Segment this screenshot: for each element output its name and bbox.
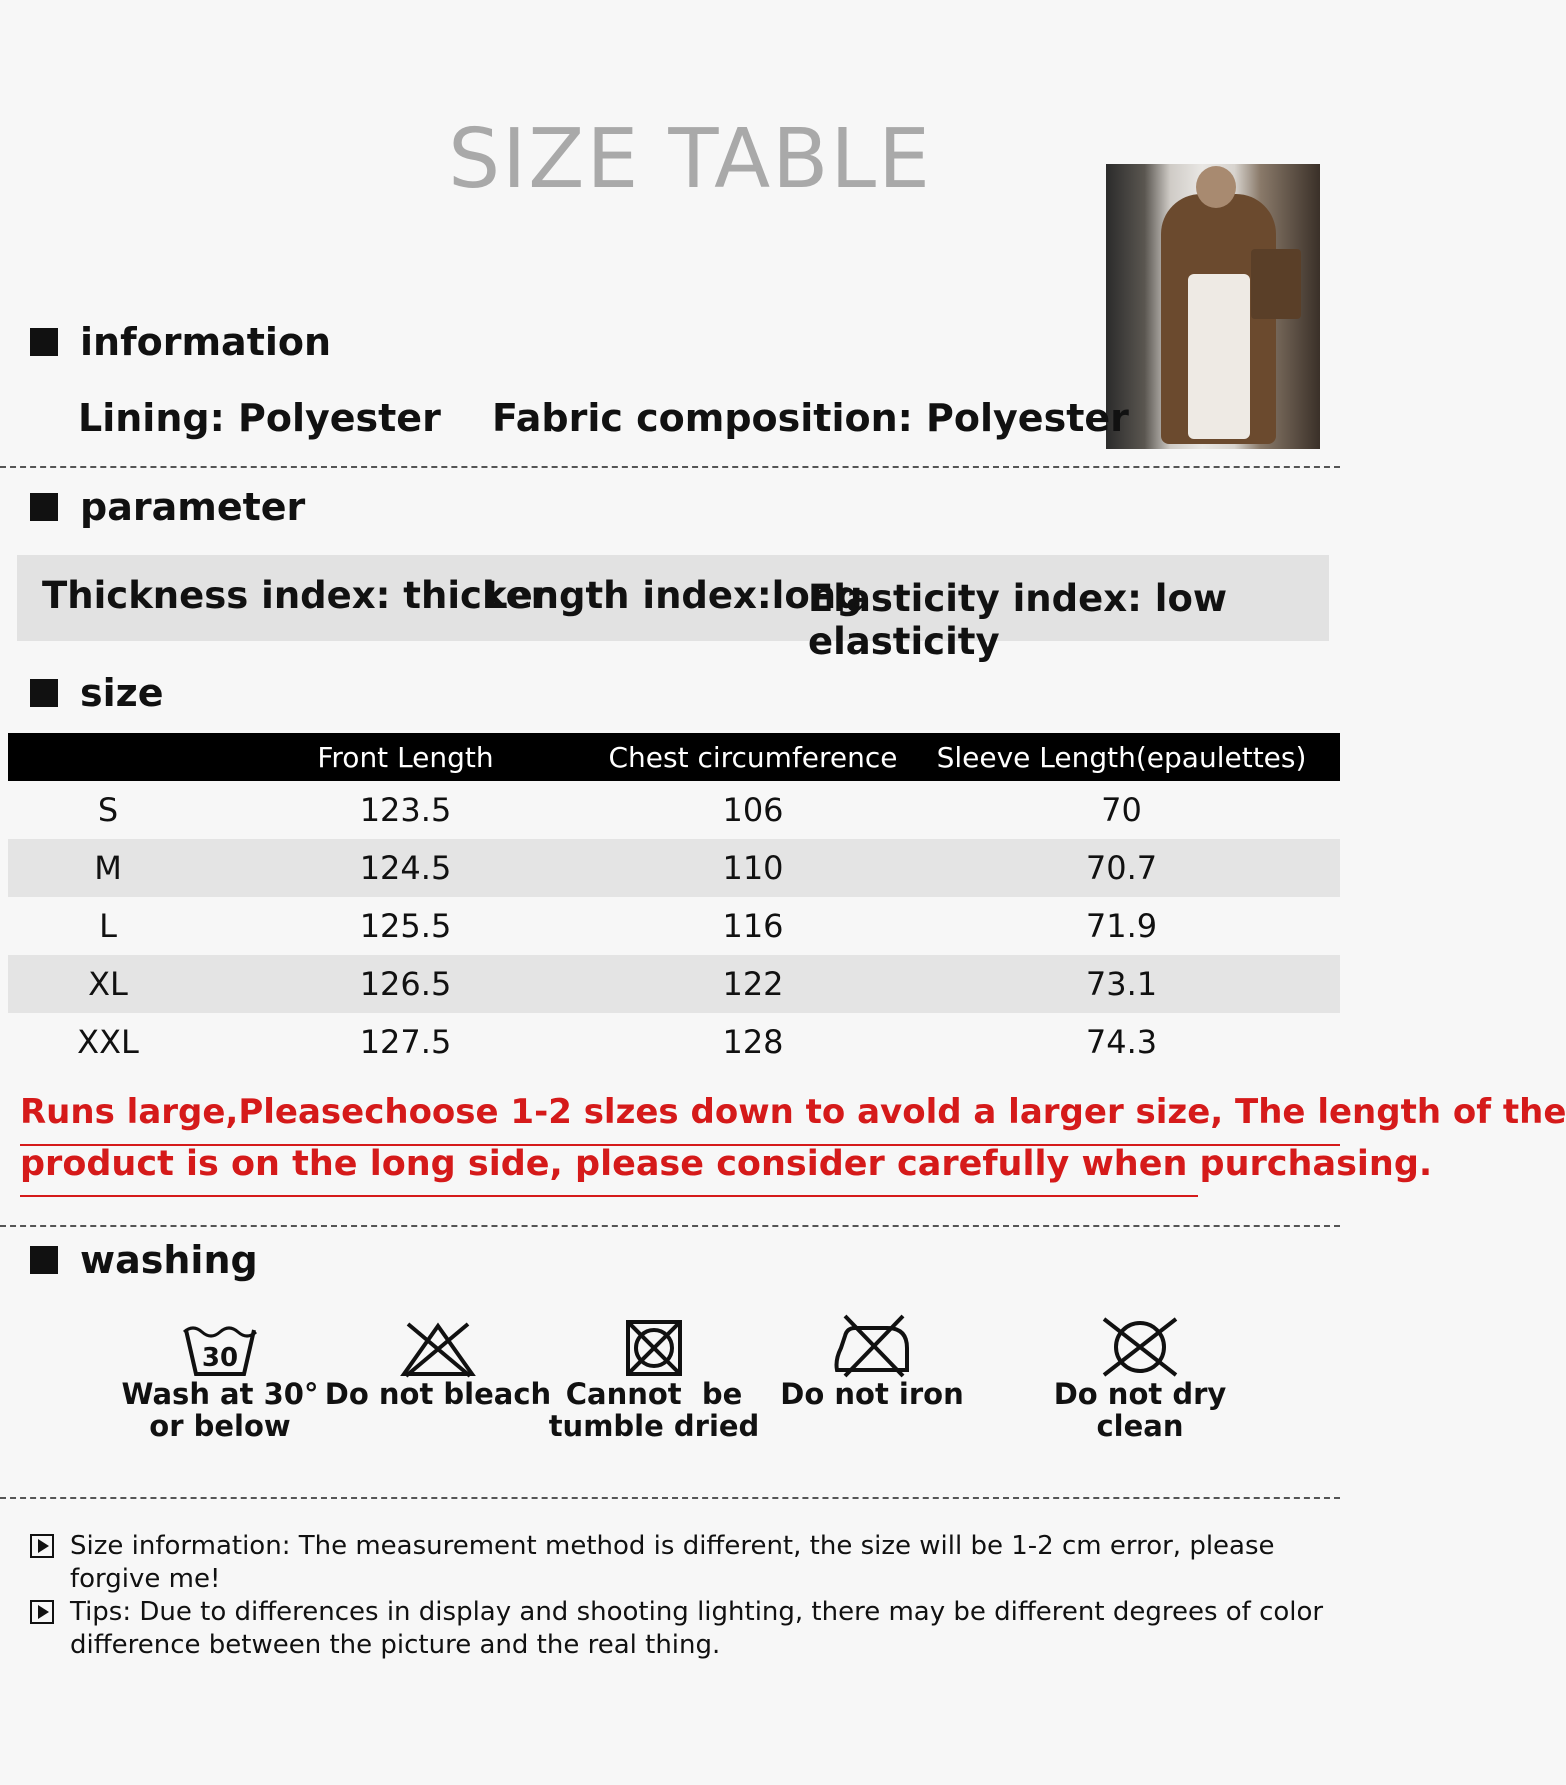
table-row bbox=[8, 839, 1340, 897]
size-cell: L bbox=[99, 907, 117, 945]
section-size bbox=[30, 673, 164, 713]
length-index: Length index:long bbox=[484, 574, 863, 617]
no-bleach-icon bbox=[398, 1320, 478, 1378]
front-length-cell: 123.5 bbox=[359, 791, 452, 829]
size-table bbox=[8, 733, 1340, 1071]
chest-cell: 116 bbox=[722, 907, 784, 945]
size-cell: S bbox=[97, 791, 119, 829]
front-length-cell: 124.5 bbox=[208, 839, 603, 897]
note-text: Tips: Due to differences in display and shooting lighting, there may be different degrees of color difference between the picture and the real thing. bbox=[70, 1597, 1324, 1660]
section-label-washing: washing bbox=[80, 1238, 258, 1282]
divider bbox=[0, 466, 1340, 468]
no-tumble-dry-icon bbox=[624, 1318, 684, 1378]
chest-cell: 106 bbox=[722, 791, 784, 829]
no-dry-clean-icon bbox=[1096, 1316, 1184, 1378]
sleeve-cell: 71.9 bbox=[1085, 907, 1158, 945]
play-bullet-icon bbox=[30, 1600, 54, 1624]
note-tips bbox=[30, 1596, 1330, 1662]
header-sleeve: Sleeve Length(epaulettes) bbox=[903, 733, 1340, 781]
bullet-square-icon bbox=[30, 1246, 58, 1274]
warning-line-2: product is on the long side, please consider carefully when purchasing. bbox=[20, 1144, 1433, 1184]
size-cell: M bbox=[8, 839, 208, 897]
wash-item bbox=[1010, 1312, 1270, 1442]
header-size bbox=[8, 733, 208, 781]
section-label-parameter: parameter bbox=[80, 485, 306, 529]
bullet-square-icon bbox=[30, 679, 58, 707]
section-information bbox=[30, 322, 331, 362]
table-row bbox=[8, 955, 1340, 1013]
play-bullet-icon bbox=[30, 1534, 54, 1558]
sleeve-cell: 73.1 bbox=[903, 955, 1340, 1013]
front-length-cell: 126.5 bbox=[208, 955, 603, 1013]
section-label-information: information bbox=[80, 320, 332, 364]
table-header-row bbox=[8, 733, 1340, 781]
lining-info: Lining: Polyester bbox=[78, 396, 441, 440]
no-iron-icon bbox=[831, 1314, 913, 1378]
size-cell: XL bbox=[8, 955, 208, 1013]
warning-line-1: Runs large,Pleasechoose 1-2 slzes down to avold a larger size, The length of the bbox=[20, 1092, 1566, 1132]
fabric-info: Fabric composition: Polyester bbox=[492, 396, 1129, 440]
size-warning-2 bbox=[20, 1138, 1433, 1190]
table-row bbox=[8, 1013, 1340, 1071]
wash-label-line-1: Do not iron bbox=[780, 1377, 964, 1411]
table-row bbox=[8, 781, 1340, 839]
header-chest: Chest circumference bbox=[603, 733, 903, 781]
divider bbox=[0, 1497, 1340, 1499]
wash-label-line-2: or below bbox=[149, 1409, 291, 1443]
front-length-cell: 127.5 bbox=[359, 1023, 452, 1061]
wash-label-line-1: Do not dry clean bbox=[1053, 1377, 1227, 1443]
front-length-cell: 125.5 bbox=[359, 907, 452, 945]
wash-label-line-1: Do not bleach bbox=[324, 1377, 552, 1411]
product-photo bbox=[1106, 164, 1320, 449]
warning-underline bbox=[20, 1195, 1198, 1197]
section-label-size: size bbox=[80, 671, 164, 715]
chest-cell: 128 bbox=[722, 1023, 784, 1061]
sleeve-cell: 74.3 bbox=[1085, 1023, 1158, 1061]
table-row bbox=[8, 897, 1340, 955]
elasticity-index: Elasticity index: low elasticity bbox=[808, 577, 1228, 663]
wash-item bbox=[742, 1312, 1002, 1410]
wash-label-line-2: tumble dried bbox=[548, 1409, 760, 1443]
divider bbox=[0, 1225, 1340, 1227]
note-size-info bbox=[30, 1530, 1330, 1596]
wash-temp-label: 30 bbox=[201, 1343, 239, 1373]
page-title: SIZE TABLE bbox=[448, 112, 932, 207]
wash-30-icon bbox=[182, 1322, 258, 1378]
section-washing bbox=[30, 1240, 258, 1280]
bullet-square-icon bbox=[30, 493, 58, 521]
size-cell: XXL bbox=[77, 1023, 139, 1061]
thickness-index: Thickness index: thicker bbox=[42, 574, 549, 617]
sleeve-cell: 70.7 bbox=[903, 839, 1340, 897]
wash-label-line-1: Cannot be bbox=[565, 1377, 743, 1411]
section-parameter bbox=[30, 487, 305, 527]
wash-label-line-1: Wash at 30° bbox=[121, 1377, 319, 1411]
sleeve-cell: 70 bbox=[1101, 791, 1142, 829]
header-front-length: Front Length bbox=[208, 733, 603, 781]
bullet-square-icon bbox=[30, 328, 58, 356]
size-warning bbox=[20, 1086, 1566, 1138]
note-text: Size information: The measurement method is different, the size will be 1-2 cm error, please forgive me! bbox=[70, 1531, 1275, 1594]
chest-cell: 122 bbox=[603, 955, 903, 1013]
chest-cell: 110 bbox=[603, 839, 903, 897]
